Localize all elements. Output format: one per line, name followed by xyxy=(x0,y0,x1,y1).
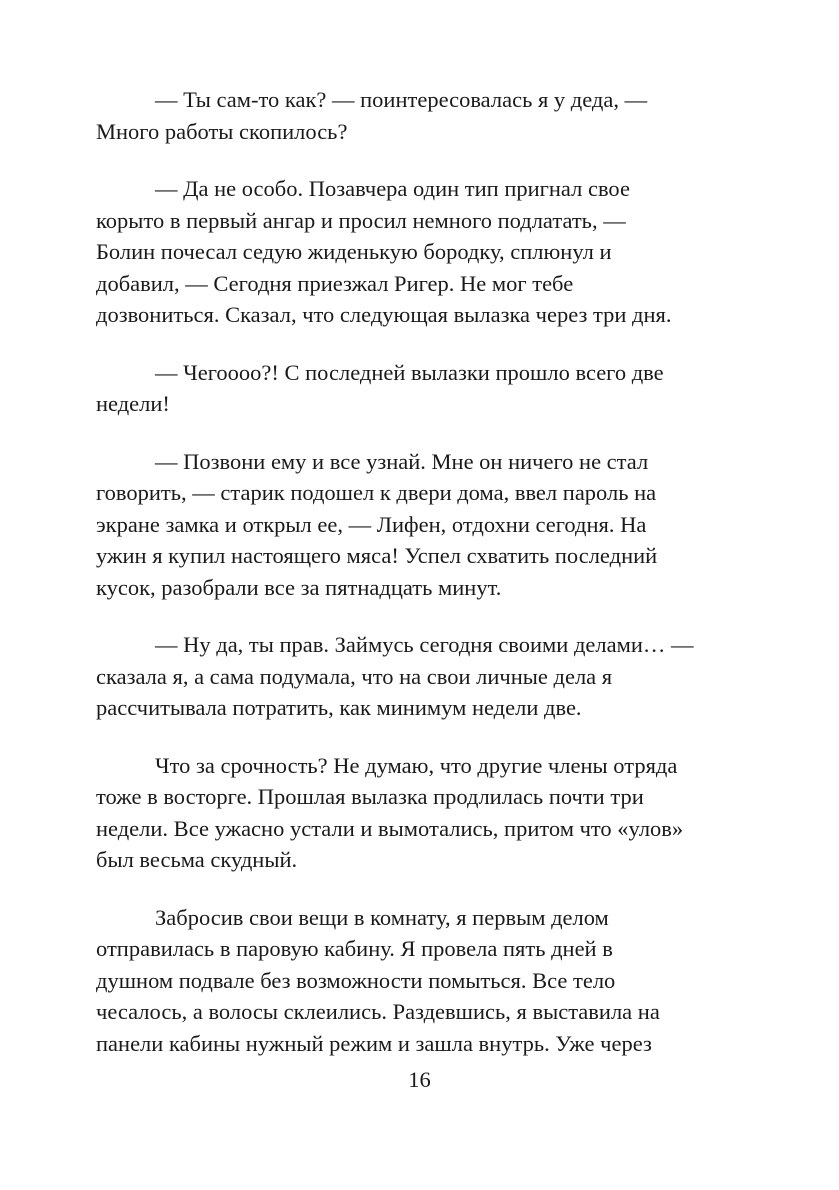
page-text-body xyxy=(96,84,731,1059)
paragraph-2: — Да не особо. Позавчера один тип пригнал свое корыто в первый ангар и просил немного подлатать, — Болин почесал седую жиденькую бородку, сплюнул и добавил, — Сегодня приезжал Ригер. Не мог тебе дозвониться. Сказал, что следующая вылазка через три дня. xyxy=(96,176,672,327)
paragraph-4: — Позвони ему и все узнай. Мне он ничего не стал говорить, — старик подошел к двери дома, ввел пароль на экране замка и открыл ее, — Лифен, отдохни сегодня. На ужин я купил настоящего мяса! Успел схватить последний кусок, разобрали все за пятнадцать минут. xyxy=(96,448,658,600)
paragraph-7: Забросив свои вещи в комнату, я первым делом отправилась в паровую кабину. Я провела пять дней в душном подвале без возможности помыться. Все тело чесалось, а волосы склеились. Раздевшись, я выставила на панели кабины нужный режим и зашла внутрь. Уже через xyxy=(96,904,660,1056)
page-number: 16 xyxy=(408,1067,431,1092)
paragraph-1: — Ты сам-то как? — поинтересовалась я у деда, — Много работы скопилось? xyxy=(96,87,648,144)
paragraph-6: Что за срочность? Не думаю, что другие члены отряда тоже в восторге. Прошлая вылазка продлилась почти три недели. Все ужасно устали и вымотались, притом что «улов» был весьма скудный. xyxy=(96,752,684,872)
paragraph-3: — Чегоооо?! С последней вылазки прошло всего две недели! xyxy=(96,359,664,416)
paragraph-5: — Ну да, ты прав. Займусь сегодня своими делами… — сказала я, а сама подумала, что на свои личные дела я рассчитывала потратить, как минимум недели две. xyxy=(96,632,694,720)
